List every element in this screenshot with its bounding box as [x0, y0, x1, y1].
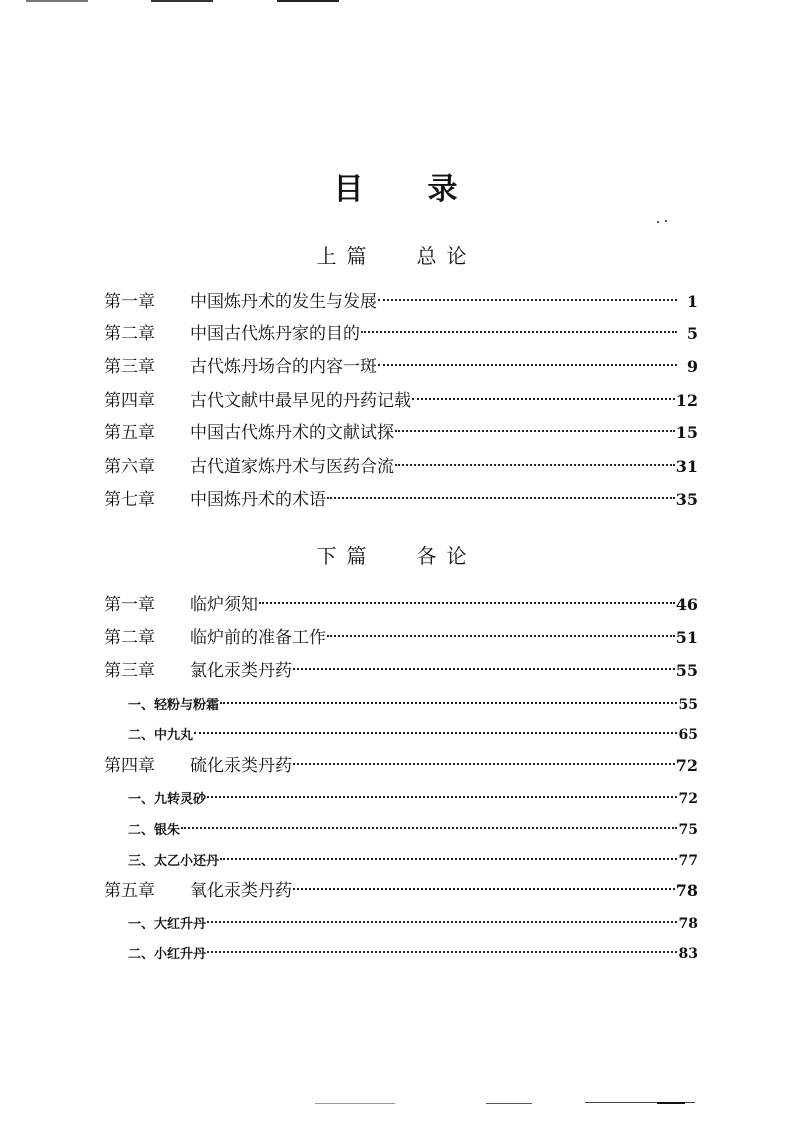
page-number: 46 — [675, 595, 698, 614]
page-number: 31 — [675, 457, 698, 476]
page-title-char-1: 目 — [333, 172, 366, 207]
part1-label: 上篇 — [316, 244, 377, 268]
chapter-number: 第五章 — [104, 881, 155, 901]
toc-subentry[interactable] — [128, 781, 698, 811]
toc-entry[interactable] — [104, 874, 698, 902]
chapter-title: 氯化汞类丹药 — [190, 661, 292, 681]
part1-heading — [0, 240, 793, 269]
page-number: 65 — [678, 727, 698, 743]
dot-leader — [207, 906, 677, 928]
chapter-title: 古代炼丹场合的内容一斑 — [190, 357, 377, 377]
chapter-title: 中国炼丹术的发生与发展 — [190, 292, 377, 312]
toc-entry[interactable] — [104, 416, 698, 444]
chapter-title: 硫化汞类丹药 — [190, 756, 292, 776]
toc-entry[interactable] — [104, 621, 698, 649]
section-title: 九转灵砂 — [154, 792, 207, 807]
chapter-number: 第二章 — [104, 324, 155, 344]
dot-leader — [327, 621, 675, 643]
chapter-title: 中国炼丹术的术语 — [190, 490, 326, 510]
scan-speck — [657, 221, 659, 223]
page-number: 1 — [686, 292, 698, 311]
page-number: 5 — [686, 324, 698, 343]
page-number: 51 — [675, 628, 698, 647]
page-number: 12 — [675, 391, 698, 410]
page-title — [0, 164, 793, 208]
page-number: 9 — [686, 357, 698, 376]
chapter-number: 第五章 — [104, 423, 155, 443]
page-number: 75 — [678, 822, 698, 838]
part2-label: 下篇 — [316, 544, 377, 568]
toc-subentry[interactable] — [128, 843, 698, 873]
part1-sublabel: 总论 — [416, 244, 477, 268]
dot-leader — [181, 812, 677, 834]
chapter-title: 古代道家炼丹术与医药合流 — [190, 457, 394, 477]
dot-leader — [412, 384, 675, 406]
toc-entry[interactable] — [104, 384, 698, 412]
dot-leader — [207, 781, 677, 803]
section-number: 三、 — [128, 854, 155, 869]
page-number: 77 — [678, 853, 698, 869]
section-title: 大红升丹 — [154, 917, 207, 932]
top-rule-2 — [151, 0, 213, 2]
page-number: 35 — [675, 490, 698, 509]
section-title: 轻粉与粉霜 — [154, 698, 220, 713]
page-title-char-2: 录 — [427, 172, 460, 207]
dot-leader — [378, 350, 677, 372]
dot-leader — [220, 843, 677, 865]
toc-entry[interactable] — [104, 285, 698, 313]
chapter-number: 第七章 — [104, 490, 155, 510]
chapter-number: 第三章 — [104, 357, 155, 377]
toc-entry[interactable] — [104, 317, 698, 345]
toc-subentry[interactable] — [128, 812, 698, 842]
page-number: 15 — [675, 423, 698, 442]
dot-leader — [259, 588, 675, 610]
section-number: 一、 — [128, 792, 155, 807]
part2-heading — [0, 540, 793, 569]
page-number: 72 — [678, 791, 698, 807]
dot-leader — [194, 717, 677, 739]
section-number: 一、 — [128, 698, 155, 713]
top-rule-3 — [277, 0, 339, 2]
toc-entry[interactable] — [104, 749, 698, 777]
chapter-title: 临炉须知 — [190, 595, 258, 615]
chapter-title: 氧化汞类丹药 — [190, 881, 292, 901]
dot-leader — [293, 654, 675, 676]
toc-subentry[interactable] — [128, 936, 698, 966]
chapter-title: 临炉前的准备工作 — [190, 628, 326, 648]
toc-entry[interactable] — [104, 450, 698, 478]
chapter-number: 第一章 — [104, 292, 155, 312]
dot-leader — [327, 483, 675, 505]
chapter-title: 中国古代炼丹家的目的 — [190, 324, 360, 344]
chapter-number: 第三章 — [104, 661, 155, 681]
dot-leader — [220, 687, 677, 709]
scan-artifact-line — [657, 1102, 685, 1104]
section-number: 二、 — [128, 728, 155, 743]
toc-subentry[interactable] — [128, 687, 698, 717]
section-title: 小红升丹 — [154, 947, 207, 962]
toc-subentry[interactable] — [128, 906, 698, 936]
chapter-number: 第四章 — [104, 756, 155, 776]
section-number: 二、 — [128, 947, 155, 962]
chapter-number: 第六章 — [104, 457, 155, 477]
toc-entry[interactable] — [104, 350, 698, 378]
toc-subentry[interactable] — [128, 717, 698, 747]
chapter-number: 第二章 — [104, 628, 155, 648]
section-title: 太乙小还丹 — [154, 854, 220, 869]
page-number: 83 — [678, 946, 698, 962]
dot-leader — [395, 416, 675, 438]
dot-leader — [207, 936, 677, 958]
chapter-title: 中国古代炼丹术的文献试探 — [190, 423, 394, 443]
dot-leader — [293, 874, 675, 896]
dot-leader — [395, 450, 675, 472]
page-number: 78 — [675, 881, 698, 900]
toc-entry[interactable] — [104, 654, 698, 682]
scan-speck — [665, 220, 667, 222]
top-rule-1 — [26, 0, 88, 2]
toc-entry[interactable] — [104, 588, 698, 616]
page-number: 55 — [678, 697, 698, 713]
section-title: 中九丸 — [154, 728, 194, 743]
part2-sublabel: 各论 — [416, 544, 477, 568]
scan-artifact-line — [486, 1103, 532, 1104]
dot-leader — [293, 749, 675, 771]
page-number: 55 — [675, 661, 698, 680]
chapter-title: 古代文献中最早见的丹药记载 — [190, 391, 411, 411]
dot-leader — [361, 317, 677, 339]
page-number: 78 — [678, 916, 698, 932]
page-number: 72 — [675, 756, 698, 775]
section-title: 银朱 — [154, 823, 181, 838]
toc-entry[interactable] — [104, 483, 698, 511]
dot-leader — [378, 285, 677, 307]
scan-artifact-line — [315, 1103, 395, 1104]
chapter-number: 第一章 — [104, 595, 155, 615]
section-number: 一、 — [128, 917, 155, 932]
section-number: 二、 — [128, 823, 155, 838]
chapter-number: 第四章 — [104, 391, 155, 411]
